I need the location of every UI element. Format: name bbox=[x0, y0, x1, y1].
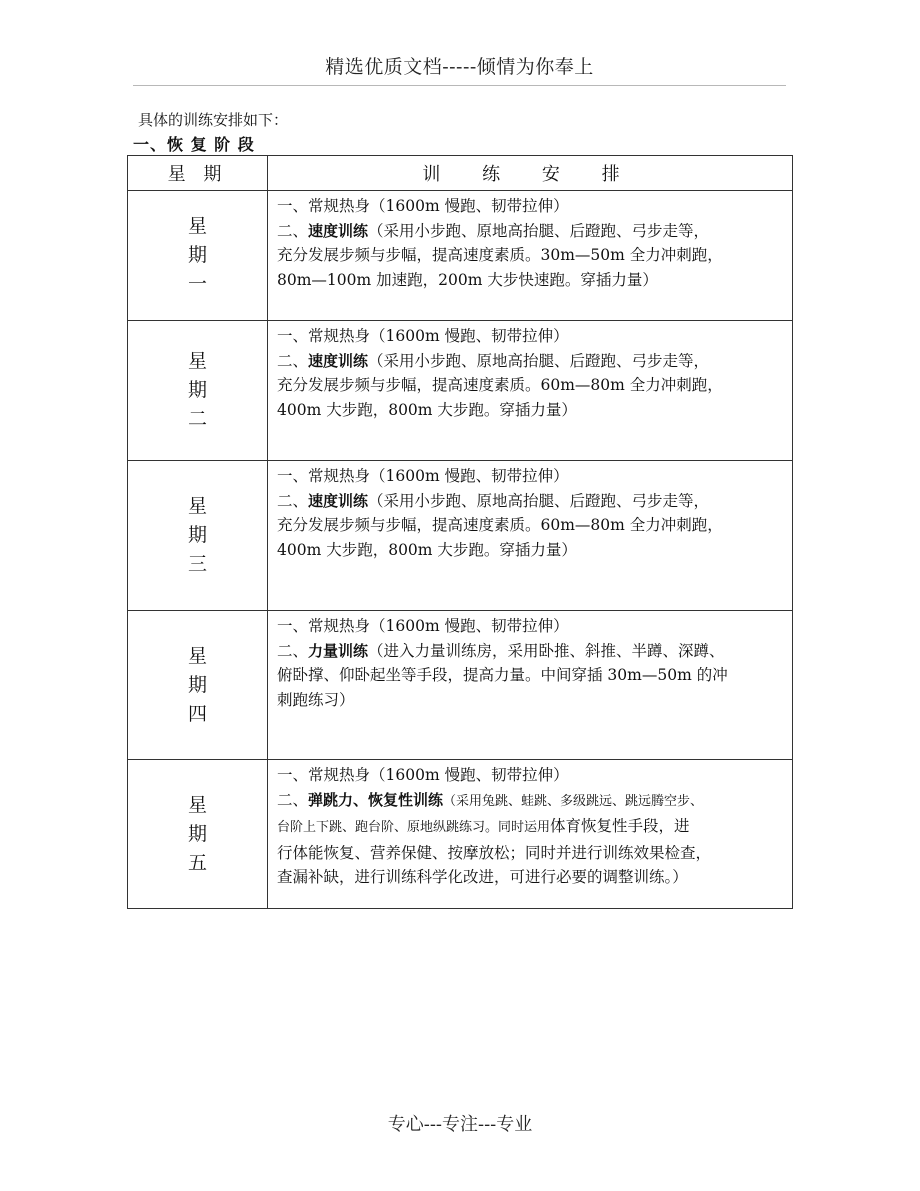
training-detail-line: 行体能恢复、营养保健、按摩放松；同时并进行训练效果检查， bbox=[277, 843, 712, 862]
day-char: 期 bbox=[187, 379, 207, 401]
page-header: 精选优质文档-----倾情为你奉上 bbox=[133, 52, 786, 86]
intro-text: 具体的训练安排如下： bbox=[138, 111, 289, 129]
table-row bbox=[128, 191, 793, 321]
training-line: 二、力量训练（进入力量训练房，采用卧推、斜推、半蹲、深蹲、 bbox=[277, 641, 725, 660]
training-line: 二、速度训练（采用小步跑、原地高抬腿、后蹬跑、弓步走等， bbox=[277, 491, 710, 510]
training-schedule-table bbox=[127, 155, 793, 909]
training-detail-line: 充分发展步频与步幅，提高速度素质。60m—80m 全力冲刺跑， bbox=[277, 516, 723, 534]
day-char: 期 bbox=[187, 673, 207, 696]
page-footer: 专心---专注---专业 bbox=[387, 1114, 533, 1135]
training-type: 速度训练 bbox=[308, 221, 369, 240]
training-line: 二、速度训练（采用小步跑、原地高抬腿、后蹬跑、弓步走等， bbox=[277, 351, 710, 370]
day-cell bbox=[128, 611, 268, 760]
day-char: 星 bbox=[187, 793, 207, 816]
day-char: 星 bbox=[187, 350, 207, 372]
day-cell bbox=[128, 321, 268, 461]
day-cell bbox=[128, 461, 268, 611]
day-char: 期 bbox=[187, 822, 207, 845]
day-char: 星 bbox=[187, 644, 207, 667]
table-header-row bbox=[128, 156, 793, 191]
training-line: 二、弹跳力、恢复性训练（采用兔跳、蛙跳、多级跳远、跳远腾空步、 bbox=[277, 790, 704, 809]
training-type: 力量训练 bbox=[308, 641, 369, 660]
day-char: 星 bbox=[187, 215, 207, 237]
training-detail-line: 台阶上下跳、跑台阶、原地纵跳练习。同时运用体育恢复性手段，进 bbox=[277, 817, 690, 835]
day-char: 五 bbox=[187, 851, 207, 874]
day-cell bbox=[128, 191, 268, 321]
day-char: 期 bbox=[187, 524, 207, 546]
plan-cell bbox=[268, 461, 793, 611]
training-type: 速度训练 bbox=[308, 491, 369, 510]
training-detail-line: 400m 大步跑，800m 大步跑。穿插力量） bbox=[277, 540, 577, 559]
training-line: 二、速度训练（采用小步跑、原地高抬腿、后蹬跑、弓步走等， bbox=[277, 221, 710, 240]
section-title: 一、恢 复 阶 段 bbox=[133, 135, 255, 154]
training-type: 弹跳力、恢复性训练 bbox=[308, 790, 444, 809]
table-row bbox=[128, 611, 793, 760]
training-detail-line: 刺跑练习） bbox=[277, 690, 355, 709]
day-cell bbox=[128, 760, 268, 909]
day-char: 四 bbox=[187, 702, 207, 725]
table-row bbox=[128, 321, 793, 461]
plan-cell bbox=[268, 321, 793, 461]
day-char: 一 bbox=[187, 273, 207, 295]
column-header-day: 星 期 bbox=[128, 156, 268, 191]
day-char: 期 bbox=[187, 244, 207, 266]
training-detail-line: 充分发展步频与步幅，提高速度素质。60m—80m 全力冲刺跑， bbox=[277, 376, 723, 394]
warmup-line: 一、常规热身（1600m 慢跑、韧带拉伸） bbox=[277, 467, 569, 485]
warmup-line: 一、常规热身（1600m 慢跑、韧带拉伸） bbox=[277, 327, 569, 345]
day-char: 星 bbox=[187, 495, 207, 517]
table-row bbox=[128, 760, 793, 909]
training-detail-line: 俯卧撑、仰卧起坐等手段，提高力量。中间穿插 30m—50m 的冲 bbox=[277, 666, 728, 684]
plan-cell bbox=[268, 191, 793, 321]
day-char: 三 bbox=[187, 553, 207, 575]
column-header-plan: 训 练 安 排 bbox=[268, 156, 793, 191]
plan-cell bbox=[268, 611, 793, 760]
training-detail-line: 查漏补缺，进行训练科学化改进，可进行必要的调整训练。） bbox=[277, 868, 688, 886]
plan-cell bbox=[268, 760, 793, 909]
warmup-line: 一、常规热身（1600m 慢跑、韧带拉伸） bbox=[277, 766, 569, 784]
warmup-line: 一、常规热身（1600m 慢跑、韧带拉伸） bbox=[277, 197, 569, 215]
training-type: 速度训练 bbox=[308, 351, 369, 370]
training-detail-line: 充分发展步频与步幅，提高速度素质。30m—50m 全力冲刺跑， bbox=[277, 246, 723, 264]
day-char: 二 bbox=[187, 408, 207, 430]
warmup-line: 一、常规热身（1600m 慢跑、韧带拉伸） bbox=[277, 617, 569, 635]
training-detail-line: 80m—100m 加速跑，200m 大步快速跑。穿插力量） bbox=[277, 270, 658, 289]
training-detail-line: 400m 大步跑，800m 大步跑。穿插力量） bbox=[277, 400, 577, 419]
table-row bbox=[128, 461, 793, 611]
